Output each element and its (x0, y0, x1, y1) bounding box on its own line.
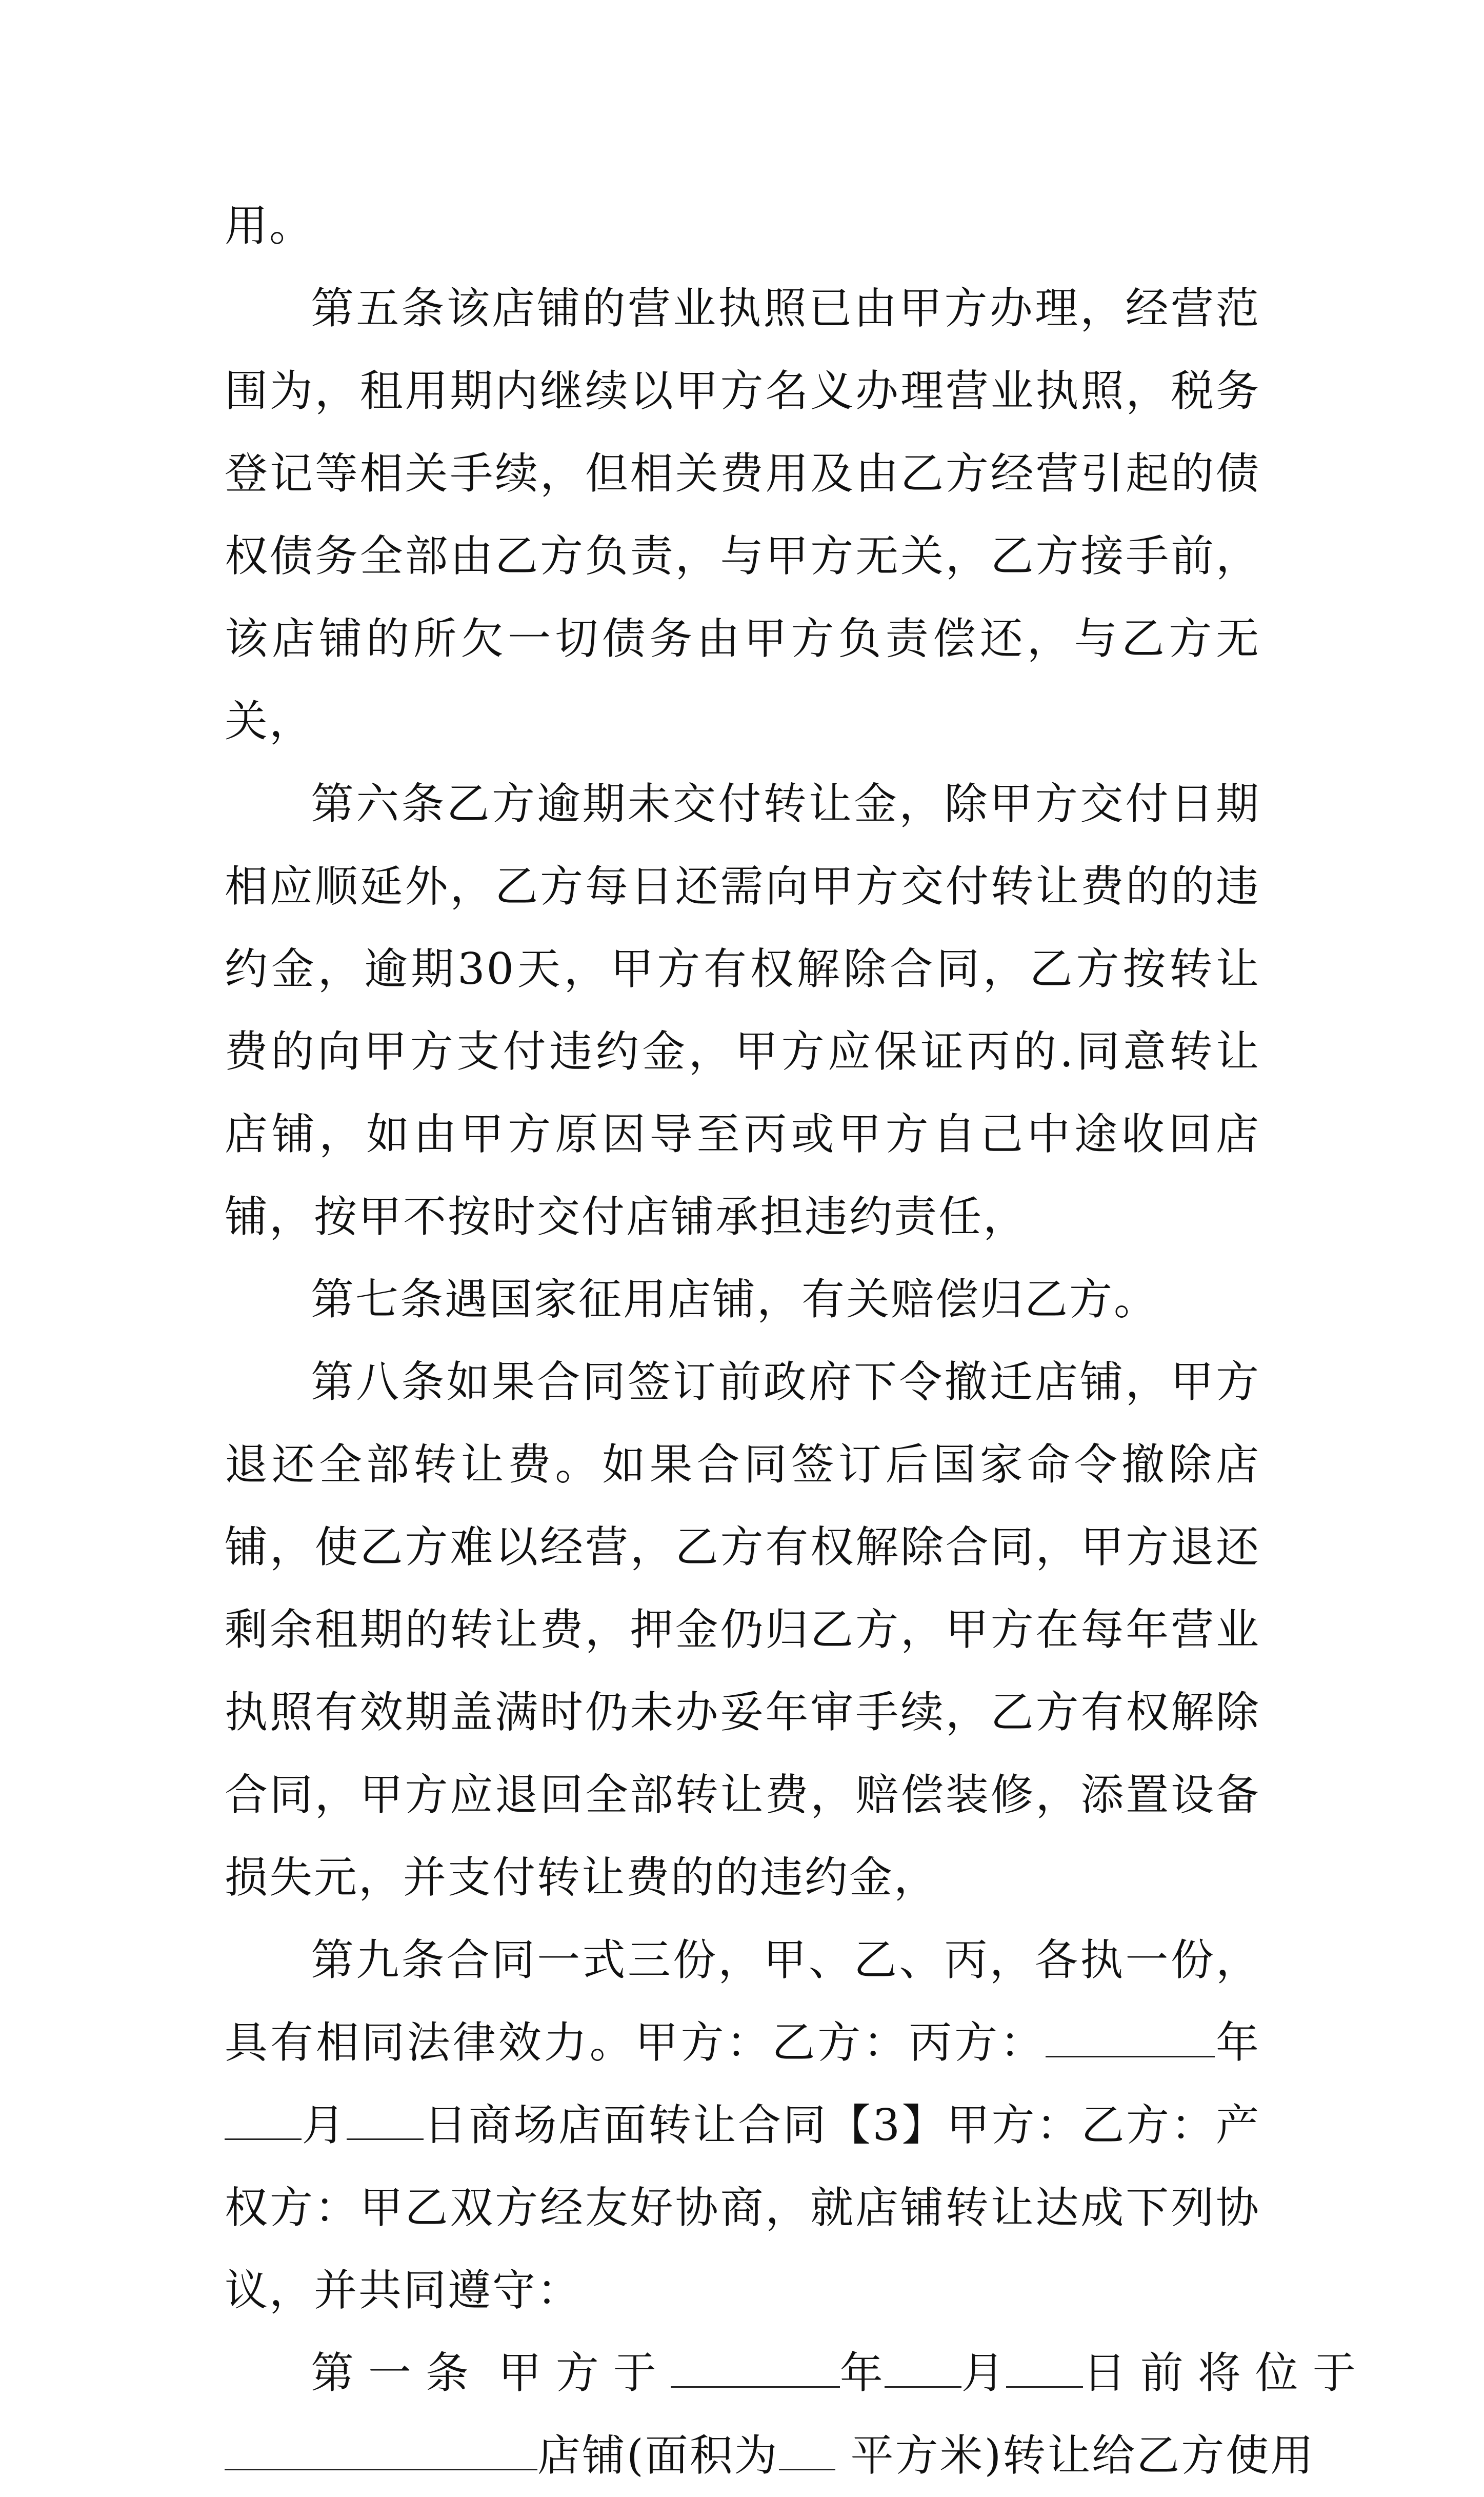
article-8: 第八条如果合同签订前政府下令撤迁店铺，甲方退还全部转让费。如果合同签订后国家命令撤除店铺，使乙方难以经营，乙方有权解除合同，甲方退还剩余租期的转让费，押金仍归乙方，甲方在每年营业执照有效期盖满时仍未办妥年审手续，乙方有权解除合同，甲方应退回全部转让费，赔偿装修，添置设备损失元，并支付转让费的的违约金， (225, 1357, 1260, 1903)
day-blank (347, 2103, 424, 2140)
article-1-year-blank (671, 2350, 840, 2388)
article-1-month: 月 (961, 2348, 1006, 2398)
shop-area-blank (779, 2433, 835, 2470)
contract-body (225, 185, 1370, 2497)
article-1-day-blank (1006, 2350, 1083, 2388)
article-6: 第六条乙方逾期未交付转让金，除甲方交付日期相应顺延外，乙方每日还需向甲方交付转让费的的违约金，逾期30天，甲方有权解除合同，乙方按转让费的向甲方支付违约金，甲方应保证丙的.同意转让店铺，如由甲方原因导至丙或甲方自己中途收回店铺，按甲不按时交付店铺承担违约责任， (225, 779, 1260, 1242)
article-9 (225, 1919, 1260, 2332)
shop-location-blank (225, 2433, 537, 2470)
shop-area-label: 店铺(面积为 (537, 2430, 779, 2481)
year-label: 年 (1215, 2017, 1260, 2068)
article-1-year: 年 (839, 2348, 885, 2398)
month-label: 月 (302, 2100, 347, 2150)
article-1-lead: 第一条 (311, 2348, 484, 2398)
article-1-party: 甲方于 (498, 2348, 671, 2398)
article-9-text: 第九条合同一式三份，甲、乙、丙，各执一份，具有相同法律效力。甲方：乙方：丙方： (225, 1935, 1260, 2068)
next-contract-intro: 商场店面转让合同【3】甲方：乙方：产权方：甲乙双方经友好协商，就店铺转让达成下列协议，并共同遵守： (225, 2100, 1260, 2315)
article-1-continued (225, 2414, 1315, 2497)
article-5: 第五条该店铺的营业执照已由甲方办理，经营范围为，租用期内继续以甲方名义办理营业执照，税务登记等相关手续，但相关费用及由乙方经营引起的债权债务全部由乙方负责，与甲方无关，乙方接手前，该店铺的所欠一切债务由甲方负责偿还，与乙方无关， (225, 283, 1260, 746)
article-7: 第七条遇国家征用店铺，有关赔偿归乙方。 (311, 1274, 1159, 1324)
paragraph-continuation: 用。 (225, 201, 314, 251)
article-1 (225, 2332, 1370, 2414)
article-1-day-text: 日前将位于 (1082, 2348, 1370, 2398)
shop-transfer-text: 平方米)转让给乙方使用 (850, 2430, 1315, 2481)
article-1-month-blank (885, 2350, 961, 2388)
day-label: 日 (424, 2100, 469, 2150)
year-blank (1046, 2020, 1215, 2057)
month-blank (225, 2103, 302, 2140)
